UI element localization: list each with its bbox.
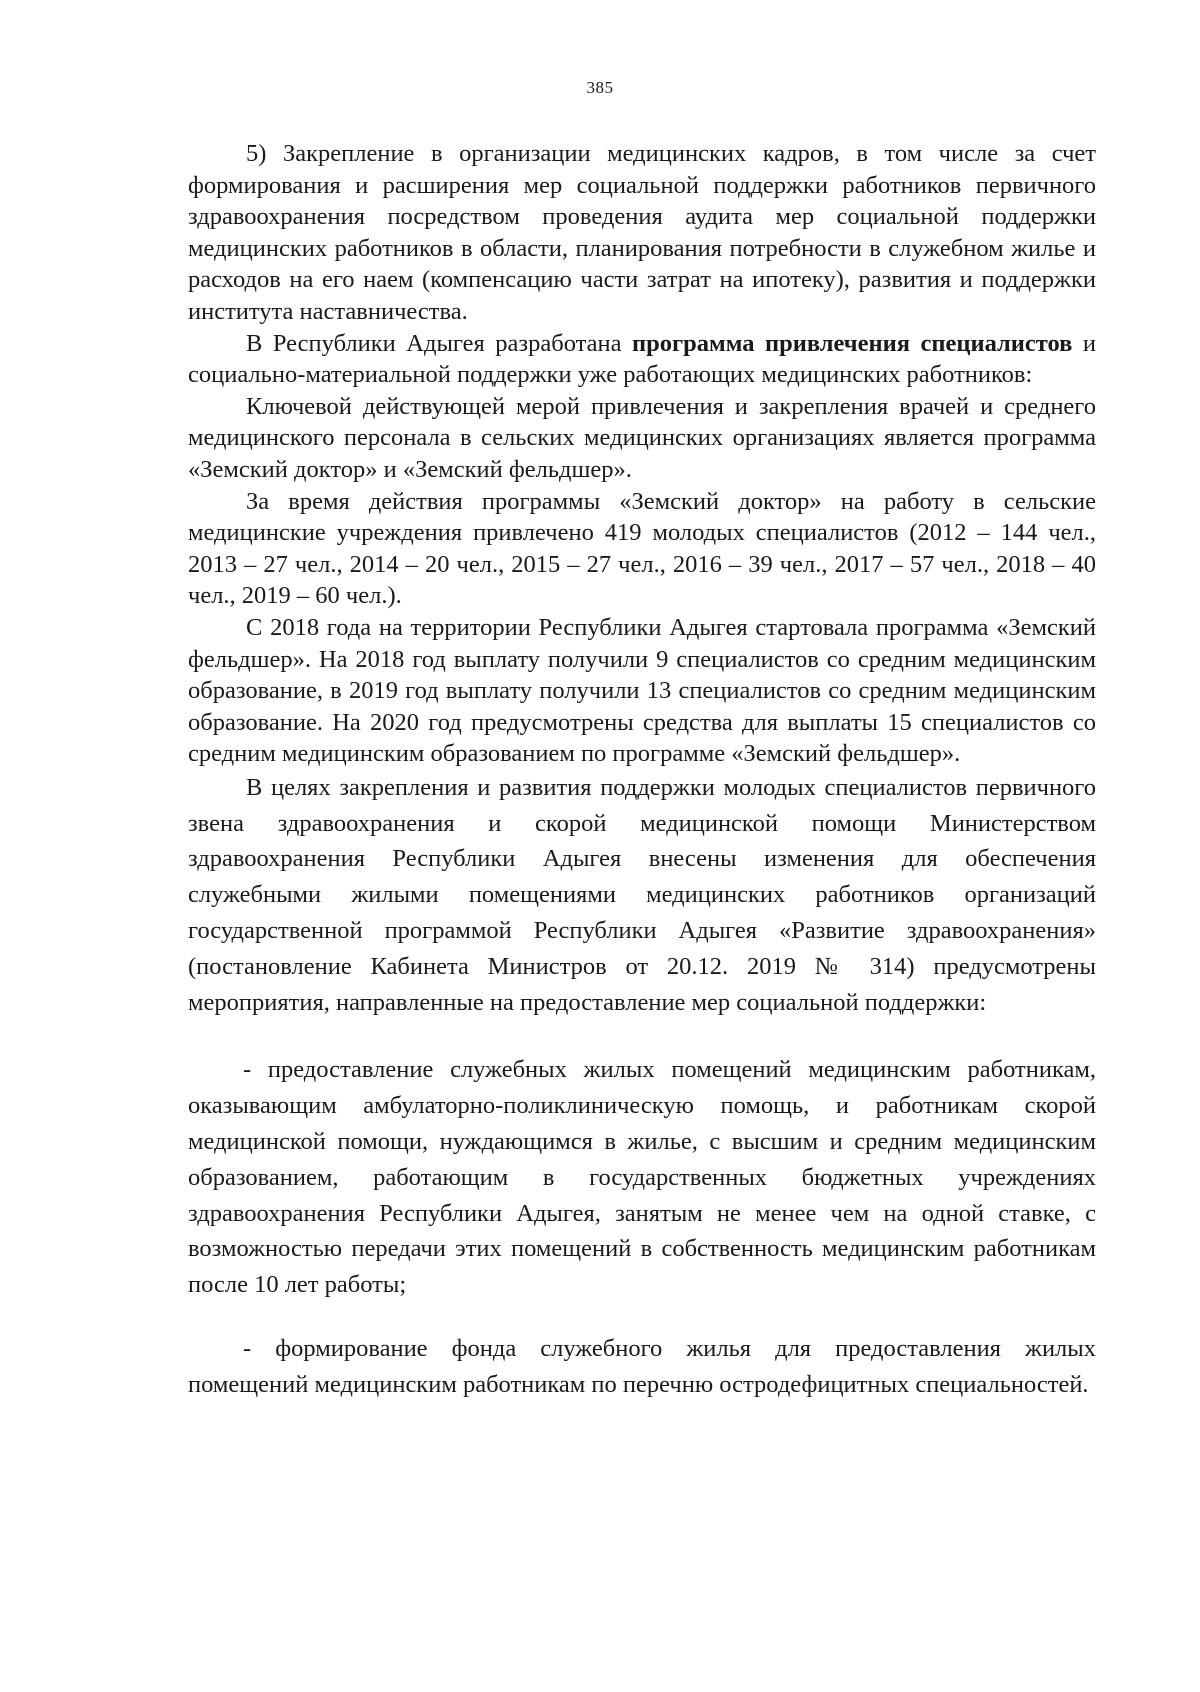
paragraph-key-measure: Ключевой действующей мерой привлечения и закрепления врачей и среднего медицинского персонала в сельских медицинских организациях является программа «Земский доктор» и «Земский фельдшер». <box>188 392 1096 483</box>
list-item-housing-fund: - формирование фонда служебного жилья для предоставления жилых помещений медицинским работникам по перечню остродефицитных специальностей. <box>188 1335 1096 1398</box>
list-item-housing-provision: - предоставление служебных жилых помещений медицинским работникам, оказывающим амбулаторно-поликлиническую помощь, и работникам скорой медицинской помощи, нуждающимся в жилье, с высшим и средним медицинским образованием, работающим в государственных бюджетных учреждениях здравоохранения Республики Адыгея, занятым не менее чем на одной ставке, с возможностью передачи этих помещений в собственность медицинским работникам после 10 лет работы; <box>188 1056 1096 1299</box>
page-number: 385 <box>586 78 614 97</box>
paragraph-zemsky-feldsher: С 2018 года на территории Республики Адыгея стартовала программа «Земский фельдшер». На 2018 год выплату получили 9 специалистов со средним медицинским образование, в 2019 год выплату получили 13 специалистов со средним медицинским образование. На 2020 год предусмотрены средства для выплаты 15 специалистов со средним медицинским образованием по программе «Земский фельдшер». <box>188 613 1096 768</box>
paragraph-zemsky-doctor-stats: За время действия программы «Земский доктор» на работу в сельские медицинские учреждения привлечено 419 молодых специалистов (2012 – 144 чел., 2013 – 27 чел., 2014 – 20 чел., 2015 – 27 чел., 2016 – 39 чел., 2017 – 57 чел., 2018 – 40 чел., 2019 – 60 чел.). <box>188 487 1096 610</box>
paragraph-text: В Республики Адыгея разработана <box>246 329 633 357</box>
paragraph-staff-retention: 5) Закрепление в организации медицинских кадров, в том числе за счет формирования и расширения мер социальной поддержки работников первичного здравоохранения посредством проведения аудита мер социальной поддержки медицинских работников в области, планирования потребности в служебном жилье и расходов на его наем (компенсацию части затрат на ипотеку), развития и поддержки института наставничества. <box>188 140 1096 325</box>
paragraph-housing-support: В целях закрепления и развития поддержки молодых специалистов первичного звена здравоохранения и скорой медицинской помощи Министерством здравоохранения Республики Адыгея внесены изменения для обеспечения служебными жилыми помещениями медицинских работников организаций государственной программой Республики Адыгея «Развитие здравоохранения» (постановление Кабинета Министров от 20.12. 2019 № 314) предусмотрены мероприятия, направленные на предоставление мер социальной поддержки: <box>188 773 1096 1016</box>
bold-program-title: программа привлечения специалистов <box>632 329 1073 357</box>
paragraph-attraction-program <box>188 328 1096 391</box>
paragraph-text: и социально-материальной поддержки уже работающих медицинских работников: <box>188 329 1096 389</box>
document-body <box>188 138 1096 1403</box>
